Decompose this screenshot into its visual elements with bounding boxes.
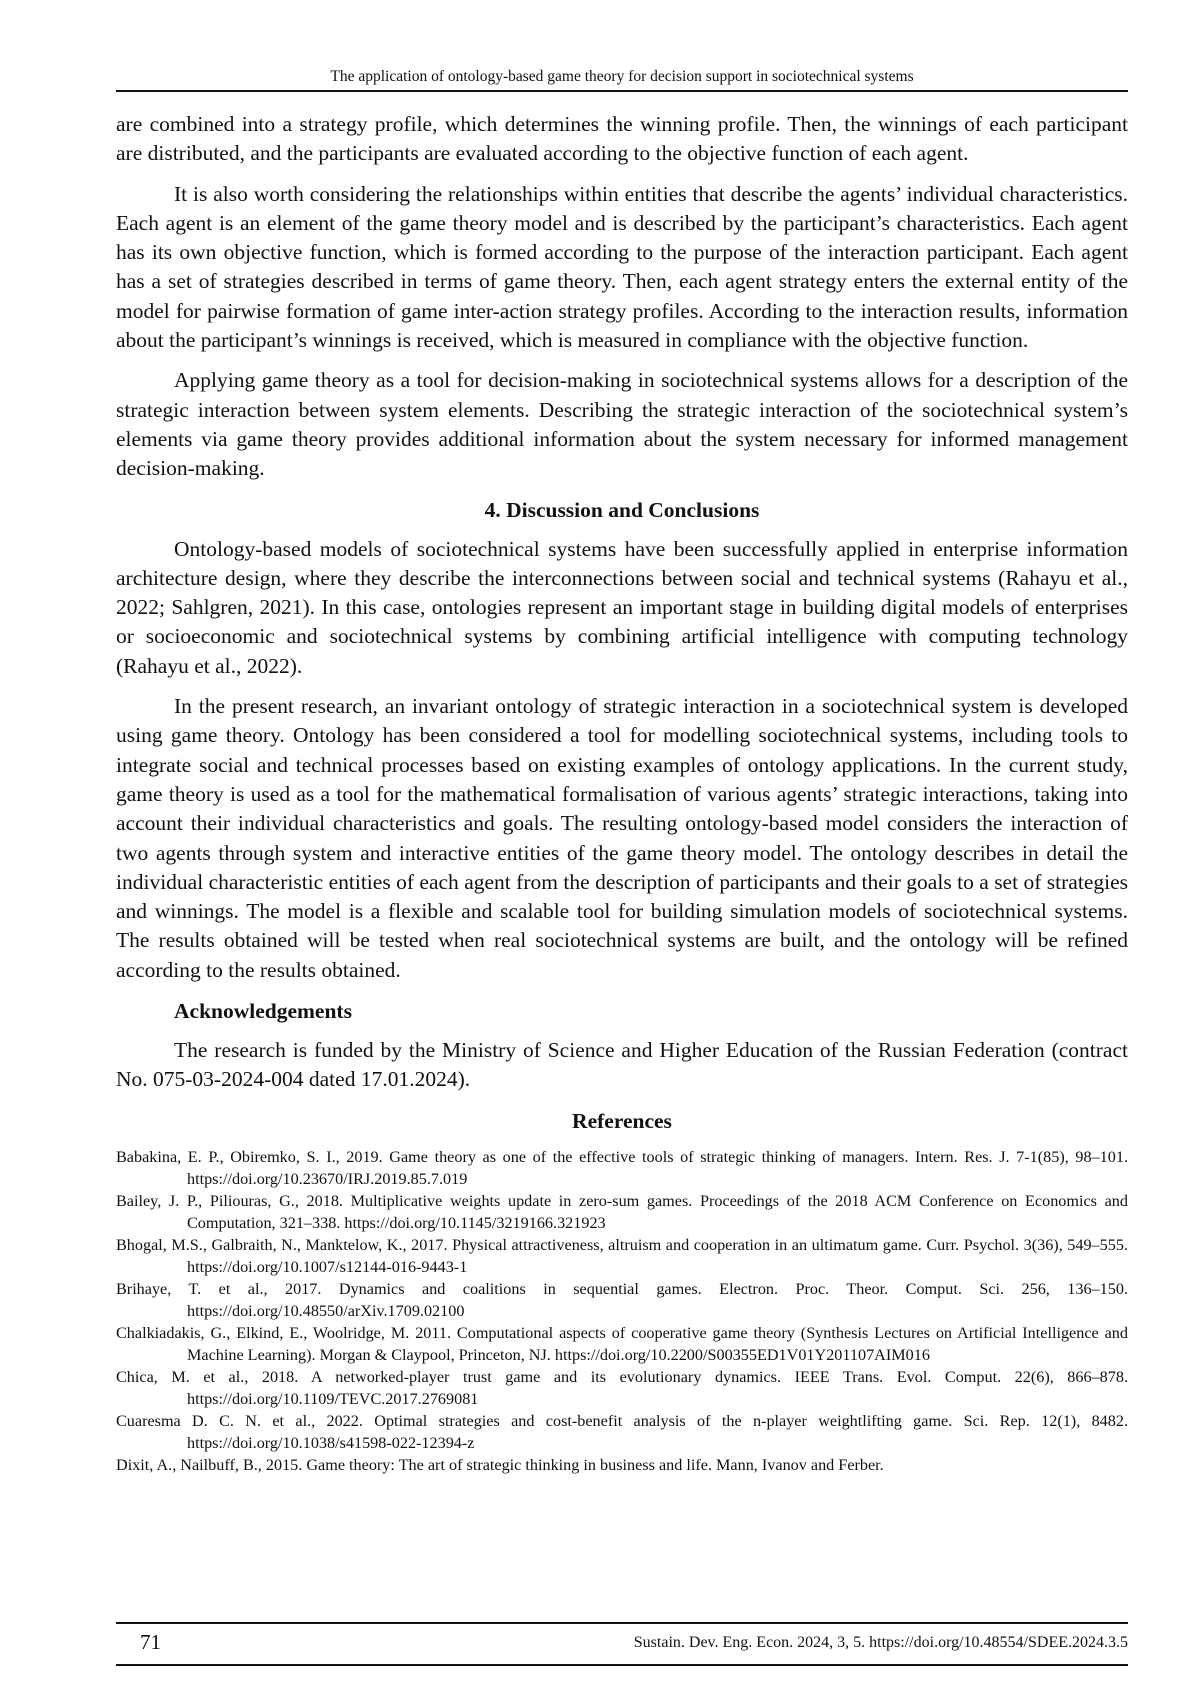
footer-rule-top: [116, 1622, 1128, 1624]
section-heading: 4. Discussion and Conclusions: [484, 497, 760, 522]
reference-item: Bailey, J. P., Piliouras, G., 2018. Multiplicative weights update in zero-sum games. Proceedings of the 2018 ACM Conference on Economics and Computation, 321–338. https://doi.org/10.1145/3219166.321923: [116, 1191, 1128, 1232]
reference-item: Cuaresma D. C. N. et al., 2022. Optimal strategies and cost-benefit analysis of the n-player weightlifting game. Sci. Rep. 12(1), 8482. https://doi.org/10.1038/s41598-022-12394-z: [116, 1411, 1128, 1452]
page-body: [116, 110, 1128, 1476]
reference-item: Chica, M. et al., 2018. A networked-player trust game and its evolutionary dynamics. IEEE Trans. Evol. Comput. 22(6), 866–878. https://doi.org/10.1109/TEVC.2017.2769081: [116, 1367, 1128, 1408]
body-paragraph: It is also worth considering the relationships within entities that describe the agents’ individual characteristics. Each agent is an element of the game theory model and is described by the participant’s characteristics. Each agent has its own objective function, which is formed according to the purpose of the interaction participant. Each agent has a set of strategies described in terms of game theory. Then, each agent strategy enters the external entity of the model for pairwise formation of game inter-action strategy profiles. According to the interaction results, information about the participant’s winnings is received, which is measured in compliance with the objective function.: [116, 181, 1128, 353]
acknowledgements-text: The research is funded by the Ministry of Science and Higher Education of the Russian Federation (contract No. 075-03-2024-004 dated 17.01.2024).: [116, 1038, 1128, 1092]
journal-citation: Sustain. Dev. Eng. Econ. 2024, 3, 5. https://doi.org/10.48554/SDEE.2024.3.5: [633, 1634, 1128, 1651]
body-paragraph: Ontology-based models of sociotechnical systems have been successfully applied in enterprise information architecture design, where they describe the interconnections between social and technical systems (Rahayu et al., 2022; Sahlgren, 2021). In this case, ontologies represent an important stage in building digital models of enterprises or socioeconomic and sociotechnical systems by combining artificial intelligence with computing technology (Rahayu et al., 2022).: [116, 536, 1128, 678]
body-paragraph: Applying game theory as a tool for decision-making in sociotechnical systems allows for a description of the strategic interaction between system elements. Describing the strategic interaction of the sociotechnical system’s elements via game theory provides additional information about the system necessary for informed management decision-making.: [116, 368, 1128, 481]
references-heading: References: [572, 1108, 672, 1133]
reference-list: [116, 1146, 1128, 1476]
reference-item: Bhogal, M.S., Galbraith, N., Manktelow, K., 2017. Physical attractiveness, altruism and cooperation in an ultimatum game. Curr. Psychol. 3(36), 549–555. https://doi.org/10.1007/s12144-016-9443-1: [116, 1235, 1128, 1276]
running-title: The application of ontology-based game theory for decision support in sociotechnical systems: [330, 68, 914, 85]
reference-item: Dixit, A., Nailbuff, B., 2015. Game theory: The art of strategic thinking in business and life. Mann, Ivanov and Ferber.: [116, 1455, 884, 1474]
acknowledgements-heading: Acknowledgements: [174, 999, 352, 1024]
reference-item: Chalkiadakis, G., Elkind, E., Woolridge, M. 2011. Computational aspects of cooperative game theory (Synthesis Lectures on Artificial Intelligence and Machine Learning). Morgan & Claypool, Princeton, NJ. https://doi.org/10.2200/S00355ED1V01Y201107AIM016: [116, 1323, 1128, 1364]
reference-item: Brihaye, T. et al., 2017. Dynamics and coalitions in sequential games. Electron. Proc. Theor. Comput. Sci. 256, 136–150. https://doi.org/10.48550/arXiv.1709.02100: [116, 1279, 1128, 1320]
footer-rule-bottom: [116, 1664, 1128, 1666]
page-number: 71: [140, 1630, 161, 1654]
body-paragraph: are combined into a strategy profile, which determines the winning profile. Then, the winnings of each participant are distributed, and the participants are evaluated according to the objective function of each agent.: [116, 112, 1128, 166]
body-paragraph: In the present research, an invariant ontology of strategic interaction in a sociotechnical system is developed using game theory. Ontology has been considered a tool for modelling sociotechnical systems, including tools to integrate social and technical processes based on existing examples of ontology applications. In the current study, game theory is used as a tool for the mathematical formalisation of various agents’ strategic interactions, taking into account their individual characteristics and goals. The resulting ontology-based model considers the interaction of two agents through system and interactive entities of the game theory model. The ontology describes in detail the individual characteristic entities of each agent from the description of participants and their goals to a set of strategies and winnings. The model is a flexible and scalable tool for building simulation models of sociotechnical systems. The results obtained will be tested when real sociotechnical systems are built, and the ontology will be refined according to the results obtained.: [116, 694, 1128, 982]
header-rule: [116, 90, 1128, 92]
reference-item: Babakina, E. P., Obiremko, S. I., 2019. Game theory as one of the effective tools of strategic thinking of managers. Intern. Res. J. 7-1(85), 98–101. https://doi.org/10.23670/IRJ.2019.85.7.019: [116, 1147, 1128, 1188]
